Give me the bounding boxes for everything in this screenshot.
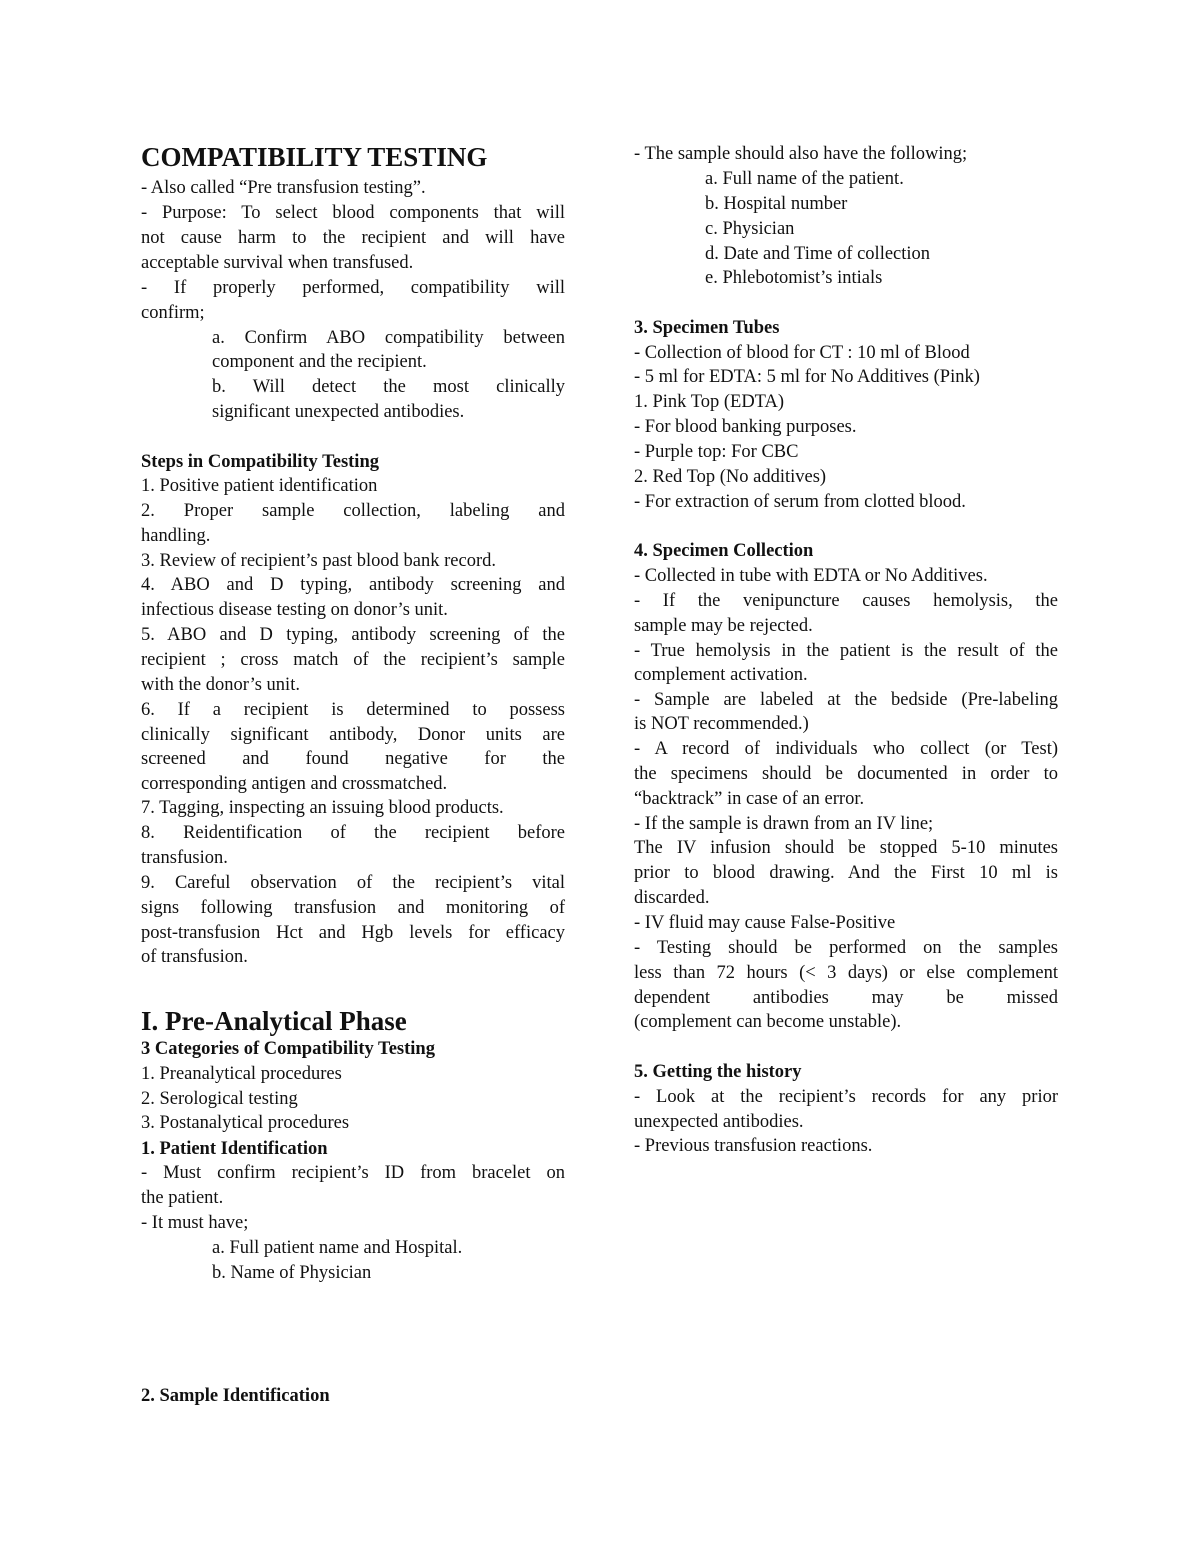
- text-line-b-name-of-physician: b. Name of Physician: [212, 1263, 372, 1283]
- text-line-dependent-antibodies-may-be-missed: dependent antibodies may be missed: [634, 988, 1058, 1008]
- text-line-8-reidentification-of-the-recipient-befo: 8. Reidentification of the recipient before: [141, 823, 565, 843]
- text-line-1-preanalytical-procedures: 1. Preanalytical procedures: [141, 1064, 342, 1084]
- text-line-the-sample-should-also-have-the-followin: - The sample should also have the following;: [634, 144, 968, 164]
- text-line-1-pink-top-edta: 1. Pink Top (EDTA): [634, 392, 785, 412]
- text-line-b-will-detect-the-most-clinically: b. Will detect the most clinically: [212, 377, 565, 397]
- text-line-iv-fluid-may-cause-false-positive: - IV fluid may cause False-Positive: [634, 913, 896, 933]
- text-line-e-phlebotomist-s-intials: e. Phlebotomist’s intials: [705, 268, 883, 288]
- text-line-sample-may-be-rejected: sample may be rejected.: [634, 616, 813, 636]
- text-line-purple-top-for-cbc: - Purple top: For CBC: [634, 442, 799, 462]
- text-line-screened-and-found-negative-for-the: screened and found negative for the: [141, 749, 565, 769]
- heading-2-sample-identification: 2. Sample Identification: [141, 1386, 330, 1406]
- text-line-transfusion: transfusion.: [141, 848, 228, 868]
- text-line-significant-unexpected-antibodies: significant unexpected antibodies.: [212, 402, 465, 422]
- text-line-confirm: confirm;: [141, 303, 205, 323]
- text-line-prior-to-blood-drawing-and-the-first-10-: prior to blood drawing. And the First 10 ml is: [634, 863, 1058, 883]
- text-line-unexpected-antibodies: unexpected antibodies.: [634, 1112, 804, 1132]
- text-line-clinically-significant-antibody-donor-un: clinically significant antibody, Donor units are: [141, 725, 565, 745]
- text-line-a-full-patient-name-and-hospital: a. Full patient name and Hospital.: [212, 1238, 463, 1258]
- text-line-backtrack-in-case-of-an-error: “backtrack” in case of an error.: [634, 789, 865, 809]
- text-line-acceptable-survival-when-transfused: acceptable survival when transfused.: [141, 253, 414, 273]
- text-line-2-red-top-no-additives: 2. Red Top (No additives): [634, 467, 827, 487]
- text-line-less-than-72-hours-3-days-or-else-comple: less than 72 hours (< 3 days) or else complement: [634, 963, 1058, 983]
- heading-3-specimen-tubes: 3. Specimen Tubes: [634, 318, 780, 338]
- text-line-collected-in-tube-with-edta-or-no-additi: - Collected in tube with EDTA or No Additives.: [634, 566, 988, 586]
- text-line-if-the-sample-is-drawn-from-an-iv-line: - If the sample is drawn from an IV line;: [634, 814, 934, 834]
- text-line-of-transfusion: of transfusion.: [141, 947, 248, 967]
- text-line-is-not-recommended: is NOT recommended.): [634, 714, 809, 734]
- text-line-2-proper-sample-collection-labeling-and: 2. Proper sample collection, labeling and: [141, 501, 565, 521]
- text-line-true-hemolysis-in-the-patient-is-the-res: - True hemolysis in the patient is the result of the: [634, 641, 1058, 661]
- text-line-sample-are-labeled-at-the-bedside-pre-la: - Sample are labeled at the bedside (Pre-labeling: [634, 690, 1058, 710]
- text-line-if-the-venipuncture-causes-hemolysis-the: - If the venipuncture causes hemolysis, the: [634, 591, 1058, 611]
- heading-4-specimen-collection: 4. Specimen Collection: [634, 541, 814, 561]
- text-line-post-transfusion-hct-and-hgb-levels-for-: post-transfusion Hct and Hgb levels for efficacy: [141, 923, 565, 943]
- text-line-6-if-a-recipient-is-determined-to-posses: 6. If a recipient is determined to possess: [141, 700, 565, 720]
- text-line-5-abo-and-d-typing-antibody-screening-of: 5. ABO and D typing, antibody screening of the: [141, 625, 565, 645]
- text-line-corresponding-antigen-and-crossmatched: corresponding antigen and crossmatched.: [141, 774, 448, 794]
- text-line-9-careful-observation-of-the-recipient-s: 9. Careful observation of the recipient’s vital: [141, 873, 565, 893]
- heading-1-patient-identification: 1. Patient Identification: [141, 1139, 328, 1159]
- text-line-the-iv-infusion-should-be-stopped-5-10-m: The IV infusion should be stopped 5-10 minutes: [634, 838, 1058, 858]
- text-line-component-and-the-recipient: component and the recipient.: [212, 352, 427, 372]
- heading-5-getting-the-history: 5. Getting the history: [634, 1062, 802, 1082]
- heading-compatibility-testing: COMPATIBILITY TESTING: [141, 142, 488, 172]
- text-line-d-date-and-time-of-collection: d. Date and Time of collection: [705, 244, 931, 264]
- text-line-a-full-name-of-the-patient: a. Full name of the patient.: [705, 169, 904, 189]
- text-line-must-confirm-recipient-s-id-from-bracele: - Must confirm recipient’s ID from bracelet on: [141, 1163, 565, 1183]
- text-line-if-properly-performed-compatibility-will: - If properly performed, compatibility will: [141, 278, 565, 298]
- text-line-4-abo-and-d-typing-antibody-screening-an: 4. ABO and D typing, antibody screening and: [141, 575, 565, 595]
- text-line-7-tagging-inspecting-an-issuing-blood-pr: 7. Tagging, inspecting an issuing blood products.: [141, 798, 504, 818]
- text-line-c-physician: c. Physician: [705, 219, 795, 239]
- text-line-for-extraction-of-serum-from-clotted-blo: - For extraction of serum from clotted blood.: [634, 492, 966, 512]
- text-line-1-positive-patient-identification: 1. Positive patient identification: [141, 476, 378, 496]
- text-line-a-confirm-abo-compatibility-between: a. Confirm ABO compatibility between: [212, 328, 565, 348]
- heading-3-categories-of-compatibility-testing: 3 Categories of Compatibility Testing: [141, 1039, 435, 1059]
- text-line-5-ml-for-edta-5-ml-for-no-additives-pink: - 5 ml for EDTA: 5 ml for No Additives (Pink): [634, 367, 980, 387]
- heading-i-pre-analytical-phase: I. Pre-Analytical Phase: [141, 1006, 407, 1036]
- text-line-look-at-the-recipient-s-records-for-any-: - Look at the recipient’s records for any prior: [634, 1087, 1058, 1107]
- text-line-collection-of-blood-for-ct-10-ml-of-bloo: - Collection of blood for CT : 10 ml of Blood: [634, 343, 970, 363]
- text-line-purpose-to-select-blood-components-that-: - Purpose: To select blood components that will: [141, 203, 565, 223]
- text-line-2-serological-testing: 2. Serological testing: [141, 1089, 298, 1109]
- text-line-complement-can-become-unstable: (complement can become unstable).: [634, 1012, 902, 1032]
- text-line-also-called-pre-transfusion-testing: - Also called “Pre transfusion testing”.: [141, 178, 426, 198]
- text-line-b-hospital-number: b. Hospital number: [705, 194, 848, 214]
- text-line-complement-activation: complement activation.: [634, 665, 808, 685]
- text-line-a-record-of-individuals-who-collect-or-t: - A record of individuals who collect (or Test): [634, 739, 1058, 759]
- heading-steps-in-compatibility-testing: Steps in Compatibility Testing: [141, 452, 379, 472]
- text-line-handling: handling.: [141, 526, 211, 546]
- text-line-not-cause-harm-to-the-recipient-and-will: not cause harm to the recipient and will have: [141, 228, 565, 248]
- text-line-testing-should-be-performed-on-the-sampl: - Testing should be performed on the samples: [634, 938, 1058, 958]
- text-line-previous-transfusion-reactions: - Previous transfusion reactions.: [634, 1136, 873, 1156]
- text-line-signs-following-transfusion-and-monitori: signs following transfusion and monitoring of: [141, 898, 565, 918]
- text-line-3-review-of-recipient-s-past-blood-bank-: 3. Review of recipient’s past blood bank record.: [141, 551, 496, 571]
- text-line-with-the-donor-s-unit: with the donor’s unit.: [141, 675, 300, 695]
- text-line-recipient-cross-match-of-the-recipient-s: recipient ; cross match of the recipient’s sample: [141, 650, 565, 670]
- text-line-the-patient: the patient.: [141, 1188, 224, 1208]
- text-line-for-blood-banking-purposes: - For blood banking purposes.: [634, 417, 857, 437]
- text-line-it-must-have: - It must have;: [141, 1213, 249, 1233]
- text-line-3-postanalytical-procedures: 3. Postanalytical procedures: [141, 1113, 350, 1133]
- text-line-infectious-disease-testing-on-donor-s-un: infectious disease testing on donor’s unit.: [141, 600, 448, 620]
- text-line-discarded: discarded.: [634, 888, 710, 908]
- text-line-the-specimens-should-be-documented-in-or: the specimens should be documented in order to: [634, 764, 1058, 784]
